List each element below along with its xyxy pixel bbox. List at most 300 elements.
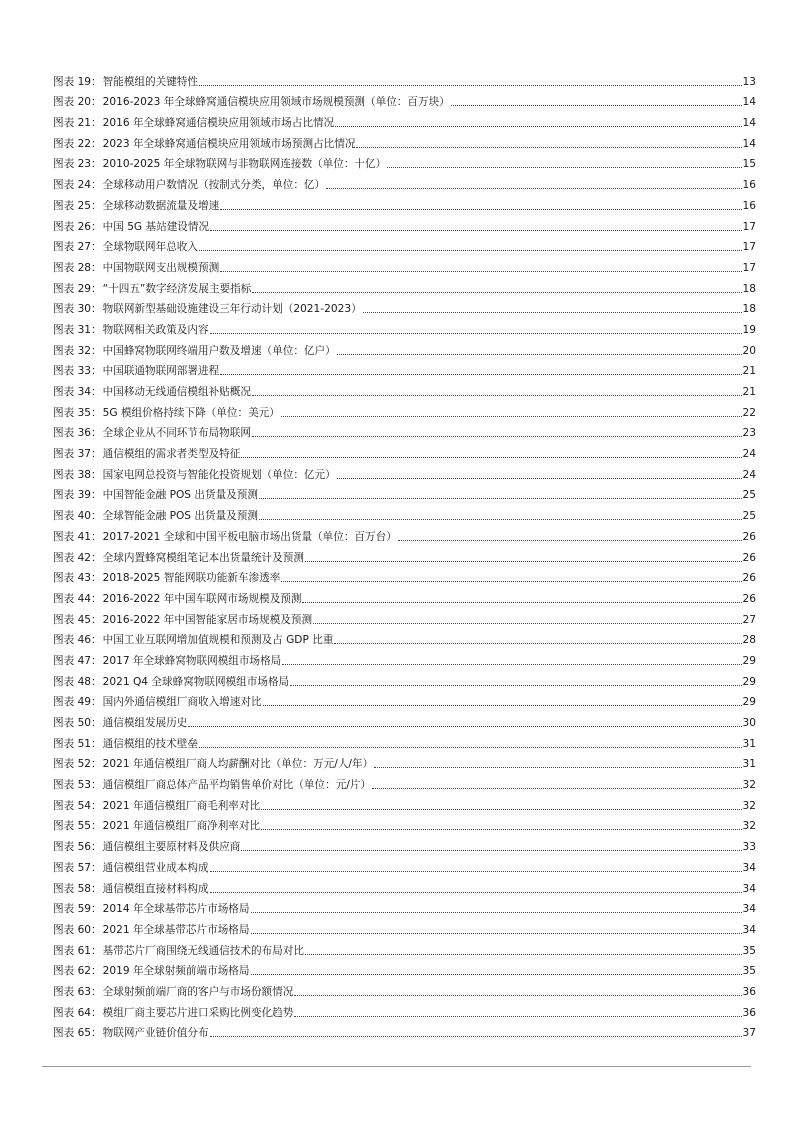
toc-dot-leader [220,209,741,210]
toc-entry-page-number[interactable]: 24 [742,448,756,461]
toc-entry[interactable] [53,440,756,461]
toc-dot-leader [252,395,742,396]
toc-entry-title: 中国物联网支出规模预测 [102,261,220,274]
toc-entry-page-number[interactable]: 14 [742,96,756,109]
toc-entry-page-number[interactable]: 17 [742,220,756,233]
toc-entry-title: 2021 年通信模组厂商毛利率对比 [102,799,261,812]
toc-dot-leader [282,664,741,665]
toc-entry-number: 21 [77,117,92,130]
toc-entry[interactable] [53,544,756,565]
toc-entry-page-number[interactable]: 25 [742,510,756,523]
toc-entry-page-number[interactable]: 31 [742,758,756,771]
toc-entry[interactable] [53,151,756,172]
toc-entry-number: 64 [77,1006,92,1019]
toc-entry-number: 58 [77,882,92,895]
toc-entry-page-number[interactable]: 29 [742,696,756,709]
toc-dot-leader [188,726,741,727]
toc-dot-leader [220,271,741,272]
toc-entry-title: 通信模组发展历史 [102,717,188,729]
toc-entry-number: 52 [77,758,92,771]
toc-entry-prefix: 图表 [53,882,75,895]
toc-entry-label[interactable] [53,965,250,978]
toc-entry-separator: ： [91,675,102,688]
toc-entry-prefix: 图表 [53,117,75,130]
toc-entry-number: 37 [77,448,92,461]
toc-entry-number: 19 [77,75,92,88]
toc-entry-number: 36 [77,427,92,440]
toc-entry-label[interactable] [53,676,289,689]
toc-entry-title: 国家电网总投资与智能化投资规划（单位：亿元） [102,468,336,481]
toc-entry-label[interactable] [53,448,240,461]
toc-entry-label[interactable] [53,158,386,171]
toc-entry[interactable] [53,420,756,441]
toc-entry-label[interactable] [53,427,251,440]
toc-entry-page-number[interactable]: 13 [742,75,756,88]
toc-entry-label[interactable] [53,738,198,751]
toc-entry-prefix: 图表 [53,282,75,295]
toc-entry-separator: ： [91,923,102,936]
toc-dot-leader [252,292,741,293]
toc-entry-title: 2016-2022 年中国车联网市场规模及预测 [102,592,302,605]
toc-entry-separator: ： [91,592,102,605]
toc-entry-label[interactable] [53,345,336,358]
toc-entry[interactable] [53,916,756,937]
toc-entry-prefix: 图表 [53,96,75,109]
toc-entry-prefix: 图表 [53,323,75,336]
toc-entry-prefix: 图表 [53,654,75,667]
toc-dot-leader [261,829,741,830]
toc-entry[interactable] [53,89,756,110]
toc-dot-leader [302,602,741,603]
toc-entry[interactable] [53,523,756,544]
toc-entry-number: 49 [77,696,92,709]
toc-entry-number: 63 [77,985,92,998]
toc-entry-number: 28 [77,261,92,274]
toc-entry-label[interactable] [53,717,187,730]
toc-entry-number: 59 [77,903,92,916]
toc-entry-title: 2016 年全球蜂窝通信模块应用领域市场占比情况 [102,117,335,130]
toc-dot-leader [372,788,741,789]
toc-entry-prefix: 图表 [53,489,75,502]
toc-entry-label[interactable] [53,96,450,109]
toc-entry-prefix: 图表 [53,903,75,916]
toc-entry-label[interactable] [53,407,280,420]
toc-entry-prefix: 图表 [53,861,75,874]
toc-entry-title: 通信模组的技术壁垒 [102,737,198,750]
toc-entry-page-number[interactable]: 20 [742,344,756,357]
toc-dot-leader [374,767,741,768]
toc-entry-number: 42 [77,551,92,564]
toc-entry-title: 全球移动用户数情况（按制式分类，单位：亿） [102,179,326,192]
toc-entry-separator: ： [91,117,102,130]
toc-entry-title: 2019 年全球射频前端市场格局 [102,965,250,978]
toc-dot-leader [363,312,742,313]
toc-entry[interactable] [53,978,756,999]
toc-entry-separator: ： [91,344,102,357]
toc-entry-title: 中国智能金融 POS 出货量及预测 [102,489,258,502]
toc-dot-leader [305,954,742,955]
toc-entry-label[interactable] [53,386,251,399]
toc-entry-title: 中国联通物联网部署进程 [102,365,220,378]
toc-entry-page-number[interactable]: 36 [742,985,756,998]
toc-entry-number: 30 [77,303,92,316]
toc-entry-title: 2018-2025 智能网联功能新车渗透率 [102,572,281,585]
toc-entry-separator: ： [91,365,102,378]
toc-entry-title: 2017-2021 全球和中国平板电脑市场出货量（单位：百万台） [102,530,397,543]
toc-entry-page-number[interactable]: 28 [742,634,756,647]
toc-entry-number: 23 [77,158,92,171]
toc-entry-prefix: 图表 [53,675,75,688]
toc-entry-page-number[interactable]: 26 [742,592,756,605]
toc-entry-label[interactable] [53,241,198,254]
toc-entry-title: 物联网新型基础设施建设三年行动计划（2021-2023） [102,303,362,316]
toc-dot-leader [210,871,742,872]
toc-entry-page-number[interactable]: 37 [742,1027,756,1040]
toc-entry-title: 模组厂商主要芯片进口采购比例变化趋势 [102,1006,294,1019]
toc-entry-separator: ： [91,985,102,998]
toc-entry-number: 65 [77,1027,92,1040]
toc-entry-separator: ： [91,634,102,647]
toc-entry-prefix: 图表 [53,427,75,440]
toc-dot-leader [305,561,742,562]
toc-dot-leader [337,478,742,479]
toc-entry-label[interactable] [53,552,304,565]
toc-entry-separator: ： [91,406,102,419]
toc-dot-leader [210,892,742,893]
toc-entry-label[interactable] [53,986,293,999]
toc-entry-separator: ： [91,820,102,833]
toc-entry[interactable] [53,875,756,896]
toc-entry[interactable] [53,275,756,296]
toc-entry-title: 2021 年通信模组厂商净利率对比 [102,820,261,833]
toc-entry-page-number[interactable]: 22 [742,406,756,419]
toc-entry-page-number[interactable]: 21 [742,365,756,378]
toc-entry-number: 47 [77,654,92,667]
toc-entry-label[interactable] [53,820,260,833]
toc-entry-title: 智能模组的关键特性 [102,75,198,88]
toc-entry-page-number[interactable]: 32 [742,820,756,833]
toc-entry-separator: ： [91,572,102,585]
toc-dot-leader [199,747,742,748]
toc-entry-title: 全球智能金融 POS 出货量及预测 [102,510,258,523]
toc-entry-prefix: 图表 [53,179,75,192]
toc-entry-title: 通信模组主要原材料及供应商 [102,841,241,854]
toc-entry-label[interactable] [53,841,240,854]
toc-entry-separator: ： [91,861,102,874]
toc-entry-title: 中国移动无线通信模组补贴概况 [102,386,251,398]
toc-entry-page-number[interactable]: 31 [742,737,756,750]
toc-entry[interactable] [53,833,756,854]
toc-entry-page-number[interactable]: 19 [742,323,756,336]
toc-entry-page-number[interactable]: 21 [742,386,756,398]
toc-entry-separator: ： [91,1006,102,1019]
toc-entry-number: 26 [77,220,92,233]
toc-entry-number: 39 [77,489,92,502]
toc-entry-title: 全球企业从不同环节布局物联网 [102,427,251,440]
toc-entry[interactable] [53,565,756,586]
toc-entry[interactable] [53,999,756,1020]
toc-entry-label[interactable] [53,758,373,771]
toc-entry-separator: ： [91,427,102,440]
toc-entry[interactable] [53,337,756,358]
toc-entry-prefix: 图表 [53,530,75,543]
toc-entry[interactable] [53,730,756,751]
toc-entry-separator: ： [91,882,102,895]
toc-entry[interactable] [53,709,756,730]
toc-entry[interactable] [53,482,756,503]
toc-entry-number: 43 [77,572,92,585]
toc-entry[interactable] [53,689,756,710]
toc-entry[interactable] [53,751,756,772]
toc-entry-page-number[interactable]: 27 [742,613,756,626]
toc-entry-prefix: 图表 [53,551,75,564]
toc-entry[interactable] [53,192,756,213]
toc-entry[interactable] [53,399,756,420]
toc-entry-separator: ： [91,489,102,502]
toc-entry-prefix: 图表 [53,613,75,626]
toc-entry-number: 34 [77,386,92,398]
toc-entry-page-number[interactable]: 26 [742,551,756,564]
toc-entry-title: 基带芯片厂商围绕无线通信技术的布局对比 [102,944,304,957]
toc-entry[interactable] [53,585,756,606]
toc-entry-separator: ： [91,261,102,274]
toc-entry-page-number[interactable]: 18 [742,282,756,295]
toc-entry[interactable] [53,296,756,317]
toc-entry[interactable] [53,234,756,255]
toc-entry-number: 40 [77,510,92,523]
toc-entry-prefix: 图表 [53,965,75,978]
toc-dot-leader [326,188,741,189]
toc-entry-prefix: 图表 [53,365,75,378]
toc-entry-number: 46 [77,634,92,647]
toc-entry-label[interactable] [53,262,219,275]
toc-dot-leader [290,685,741,686]
toc-entry-label[interactable] [53,572,280,585]
toc-entry-label[interactable] [53,862,209,875]
toc-dot-leader [241,457,741,458]
toc-entry[interactable] [53,854,756,875]
toc-entry-title: 全球内置蜂窝模组笔记本出货量统计及预测 [102,551,304,564]
footer-divider [42,1066,751,1067]
toc-entry-label[interactable] [53,593,301,606]
toc-entry-number: 53 [77,779,92,792]
toc-entry-number: 27 [77,241,92,254]
toc-entry-page-number[interactable]: 32 [742,799,756,812]
toc-entry-page-number[interactable]: 34 [742,861,756,874]
toc-entry-title: 国内外通信模组厂商收入增速对比 [102,696,262,709]
toc-dot-leader [398,540,742,541]
toc-entry[interactable] [53,171,756,192]
toc-entry[interactable] [53,896,756,917]
toc-entry-separator: ： [91,551,102,564]
toc-entry-label[interactable] [53,179,325,192]
toc-entry-page-number[interactable]: 17 [742,261,756,274]
toc-entry-page-number[interactable]: 18 [742,303,756,316]
toc-entry-label[interactable] [53,200,219,213]
toc-entry[interactable] [53,358,756,379]
toc-entry-label[interactable] [53,510,258,523]
toc-entry[interactable] [53,606,756,627]
toc-entry-label[interactable] [53,303,362,316]
toc-entry-label[interactable] [53,324,209,337]
toc-entry-prefix: 图表 [53,468,75,481]
toc-entry-number: 35 [77,406,92,419]
toc-entry-separator: ： [91,158,102,171]
toc-entry-page-number[interactable]: 29 [742,654,756,667]
toc-entry[interactable] [53,958,756,979]
toc-entry-title: 物联网相关政策及内容 [102,323,209,336]
toc-entry-label[interactable] [53,469,336,482]
toc-dot-leader [281,581,741,582]
toc-entry-page-number[interactable]: 34 [742,903,756,916]
toc-entry-title: 全球移动数据流量及增速 [102,199,220,212]
toc-entry-title: 通信模组厂商总体产品平均销售单价对比（单位：元/片） [102,779,372,792]
toc-entry[interactable] [53,130,756,151]
toc-entry-label[interactable] [53,655,281,668]
toc-entry-page-number[interactable]: 35 [742,944,756,957]
toc-entry-page-number[interactable]: 32 [742,779,756,792]
toc-entry-title: 2016-2023 年全球蜂窝通信模块应用领域市场规模预测（单位：百万块） [102,96,450,109]
toc-entry-label[interactable] [53,117,334,130]
toc-entry-separator: ： [91,179,102,192]
toc-entry[interactable] [53,813,756,834]
toc-entry-title: 中国蜂窝物联网终端用户数及增速（单位：亿户） [102,344,336,357]
toc-entry[interactable] [53,627,756,648]
toc-entry-page-number[interactable]: 14 [742,137,756,150]
toc-entry-page-number[interactable]: 35 [742,965,756,978]
toc-entry-separator: ： [91,717,102,729]
toc-entry[interactable] [53,461,756,482]
toc-entry-page-number[interactable]: 24 [742,468,756,481]
toc-entry-label[interactable] [53,614,312,627]
toc-entry-prefix: 图表 [53,303,75,316]
toc-entry-label[interactable] [53,365,219,378]
toc-entry-prefix: 图表 [53,1027,75,1040]
toc-entry-separator: ： [91,758,102,771]
toc-entry-prefix: 图表 [53,1006,75,1019]
toc-entry-title: 2017 年全球蜂窝物联网模组市场格局 [102,654,282,667]
toc-entry-label[interactable] [53,945,304,958]
toc-entry-prefix: 图表 [53,241,75,254]
toc-entry-title: 物联网产业链价值分布 [102,1027,209,1040]
toc-entry-prefix: 图表 [53,985,75,998]
toc-entry-title: 通信模组营业成本构成 [102,861,209,874]
toc-entry-title: 2023 年全球蜂窝通信模块应用领域市场预测占比情况 [102,137,356,150]
toc-entry-prefix: 图表 [53,510,75,523]
toc-entry-label[interactable] [53,489,258,502]
toc-entry-label[interactable] [53,138,355,151]
toc-entry-prefix: 图表 [53,158,75,171]
toc-entry[interactable] [53,937,756,958]
toc-entry-page-number[interactable]: 34 [742,923,756,936]
toc-entry-label[interactable] [53,1027,209,1040]
toc-entry-label[interactable] [53,779,371,792]
toc-entry[interactable] [53,1020,756,1041]
toc-entry-separator: ： [91,241,102,254]
toc-entry-page-number[interactable]: 16 [742,179,756,192]
toc-entry-title: 通信模组直接材料构成 [102,882,209,895]
toc-entry[interactable] [53,213,756,234]
toc-entry[interactable] [53,771,756,792]
toc-entry-separator: ： [91,944,102,957]
toc-entry[interactable] [53,647,756,668]
toc-entry-prefix: 图表 [53,344,75,357]
toc-entry-title: 通信模组的需求者类型及特征 [102,448,241,461]
toc-entry-page-number[interactable]: 34 [742,882,756,895]
toc-dot-leader [251,912,742,913]
toc-entry-prefix: 图表 [53,137,75,150]
toc-entry-page-number[interactable]: 36 [742,1006,756,1019]
toc-dot-leader [337,354,742,355]
toc-entry-page-number[interactable]: 14 [742,117,756,130]
toc-entry-number: 24 [77,179,92,192]
toc-entry-label[interactable] [53,800,260,813]
toc-entry-page-number[interactable]: 25 [742,489,756,502]
toc-entry-separator: ： [91,220,102,233]
toc-entry-page-number[interactable]: 29 [742,675,756,688]
toc-entry[interactable] [53,68,756,89]
toc-entry[interactable] [53,668,756,689]
toc-entry-separator: ： [91,282,102,295]
toc-entry[interactable] [53,109,756,130]
toc-entry-page-number[interactable]: 16 [742,199,756,212]
toc-entry-prefix: 图表 [53,758,75,771]
toc-entry-page-number[interactable]: 30 [742,717,756,729]
toc-entry[interactable] [53,378,756,399]
toc-entry-label[interactable] [53,283,251,296]
toc-entry-page-number[interactable]: 33 [742,841,756,854]
toc-entry-separator: ： [91,530,102,543]
toc-entry-prefix: 图表 [53,406,75,419]
toc-entry[interactable] [53,254,756,275]
toc-entry-title: 5G 模组价格持续下降（单位：美元） [102,406,280,419]
toc-entry-separator: ： [91,654,102,667]
toc-entry-page-number[interactable]: 26 [742,530,756,543]
toc-entry-label[interactable] [53,1007,293,1020]
toc-entry-page-number[interactable]: 26 [742,572,756,585]
toc-dot-leader [251,974,742,975]
toc-entry-separator: ： [91,386,102,398]
toc-entry-label[interactable] [53,883,209,896]
toc-entry-number: 62 [77,965,92,978]
toc-entry[interactable] [53,792,756,813]
toc-entry[interactable] [53,316,756,337]
toc-entry-title: 2021 Q4 全球蜂窝物联网模组市场格局 [102,675,290,688]
toc-entry-label[interactable] [53,221,209,234]
toc-entry-label[interactable] [53,634,333,647]
toc-entry-number: 25 [77,199,92,212]
toc-dot-leader [356,147,741,148]
list-of-figures [53,68,756,1040]
toc-dot-leader [451,105,742,106]
toc-entry-label[interactable] [53,696,262,709]
toc-dot-leader [210,333,742,334]
toc-entry-page-number[interactable]: 23 [742,427,756,440]
toc-entry-page-number[interactable]: 17 [742,241,756,254]
toc-entry[interactable] [53,502,756,523]
toc-dot-leader [220,374,741,375]
toc-entry-label[interactable] [53,903,250,916]
toc-entry-label[interactable] [53,531,397,544]
toc-entry-separator: ： [91,696,102,709]
toc-entry-number: 38 [77,468,92,481]
toc-entry-number: 44 [77,592,92,605]
toc-entry-label[interactable] [53,76,198,89]
toc-entry-separator: ： [91,799,102,812]
toc-entry-label[interactable] [53,924,250,937]
toc-entry-page-number[interactable]: 15 [742,158,756,171]
toc-entry-title: 2010-2025 年全球物联网与非物联网连接数（单位：十亿） [102,158,387,171]
